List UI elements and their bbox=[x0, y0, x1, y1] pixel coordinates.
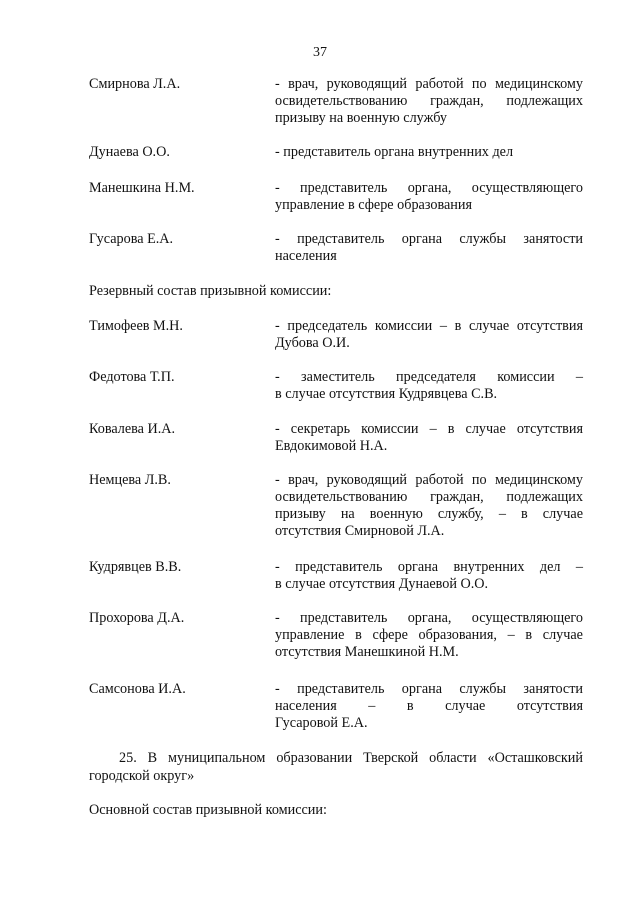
role-line: - представитель органа внутренних дел – bbox=[275, 559, 583, 575]
member-name: Прохорова Д.А. bbox=[89, 610, 185, 626]
role-line: в случае отсутствия Кудрявцева С.В. bbox=[275, 386, 498, 402]
role-line: - председатель комиссии – в случае отсутствия bbox=[275, 318, 583, 334]
member-name: Самсонова И.А. bbox=[89, 681, 186, 697]
role-line: населения – в случае отсутствия bbox=[275, 698, 583, 714]
member-name: Дунаева О.О. bbox=[89, 144, 170, 160]
member-name: Немцева Л.В. bbox=[89, 472, 171, 488]
member-role bbox=[275, 610, 583, 661]
member-name: Тимофеев М.Н. bbox=[89, 318, 183, 334]
member-role bbox=[275, 421, 583, 455]
member-name: Федотова Т.П. bbox=[89, 369, 175, 385]
reserve-heading: Резервный состав призывной комиссии: bbox=[89, 283, 332, 299]
role-line: - секретарь комиссии – в случае отсутствия bbox=[275, 421, 583, 437]
role-line: - представитель органа службы занятости bbox=[275, 681, 583, 697]
member-role bbox=[275, 472, 583, 540]
member-name: Гусарова Е.А. bbox=[89, 231, 174, 247]
role-line: освидетельствованию граждан, подлежащих bbox=[275, 93, 583, 109]
member-name: Смирнова Л.А. bbox=[89, 76, 181, 92]
role-line: призыву на военную службу, – в случае bbox=[275, 506, 583, 522]
role-line: Евдокимовой Н.А. bbox=[275, 438, 388, 454]
role-line: - представитель органа внутренних дел bbox=[275, 144, 514, 160]
role-line: - заместитель председателя комиссии – bbox=[275, 369, 583, 385]
role-line: - представитель органа, осуществляющего bbox=[275, 610, 583, 626]
member-role bbox=[275, 180, 583, 214]
member-role bbox=[275, 369, 583, 403]
role-line: - врач, руководящий работой по медицинскому bbox=[275, 76, 583, 92]
role-line: - представитель органа, осуществляющего bbox=[275, 180, 583, 196]
role-line: управление в сфере образования bbox=[275, 197, 472, 213]
paragraph-line: 25. В муниципальном образовании Тверской области «Осташковский bbox=[119, 750, 583, 766]
member-role bbox=[275, 231, 583, 265]
member-role bbox=[275, 681, 583, 732]
role-line: населения bbox=[275, 248, 337, 264]
member-name: Манешкина Н.М. bbox=[89, 180, 195, 196]
role-line: Гусаровой Е.А. bbox=[275, 715, 368, 731]
role-line: призыву на военную службу bbox=[275, 110, 447, 126]
role-line: управление в сфере образования, – в случае bbox=[275, 627, 583, 643]
member-role bbox=[275, 144, 583, 161]
role-line: отсутствия Смирновой Л.А. bbox=[275, 523, 445, 539]
member-name: Кудрявцев В.В. bbox=[89, 559, 182, 575]
member-role bbox=[275, 76, 583, 127]
role-line: - представитель органа службы занятости bbox=[275, 231, 583, 247]
role-line: отсутствия Манешкиной Н.М. bbox=[275, 644, 459, 660]
page-number: 37 bbox=[313, 45, 327, 60]
member-role bbox=[275, 318, 583, 352]
member-name: Ковалева И.А. bbox=[89, 421, 176, 437]
main-composition-heading: Основной состав призывной комиссии: bbox=[89, 802, 327, 818]
member-role bbox=[275, 559, 583, 593]
paragraph-line: городской округ» bbox=[89, 768, 195, 784]
role-line: освидетельствованию граждан, подлежащих bbox=[275, 489, 583, 505]
role-line: - врач, руководящий работой по медицинскому bbox=[275, 472, 583, 488]
role-line: Дубова О.И. bbox=[275, 335, 350, 351]
role-line: в случае отсутствия Дунаевой О.О. bbox=[275, 576, 489, 592]
section-paragraph bbox=[89, 749, 583, 785]
